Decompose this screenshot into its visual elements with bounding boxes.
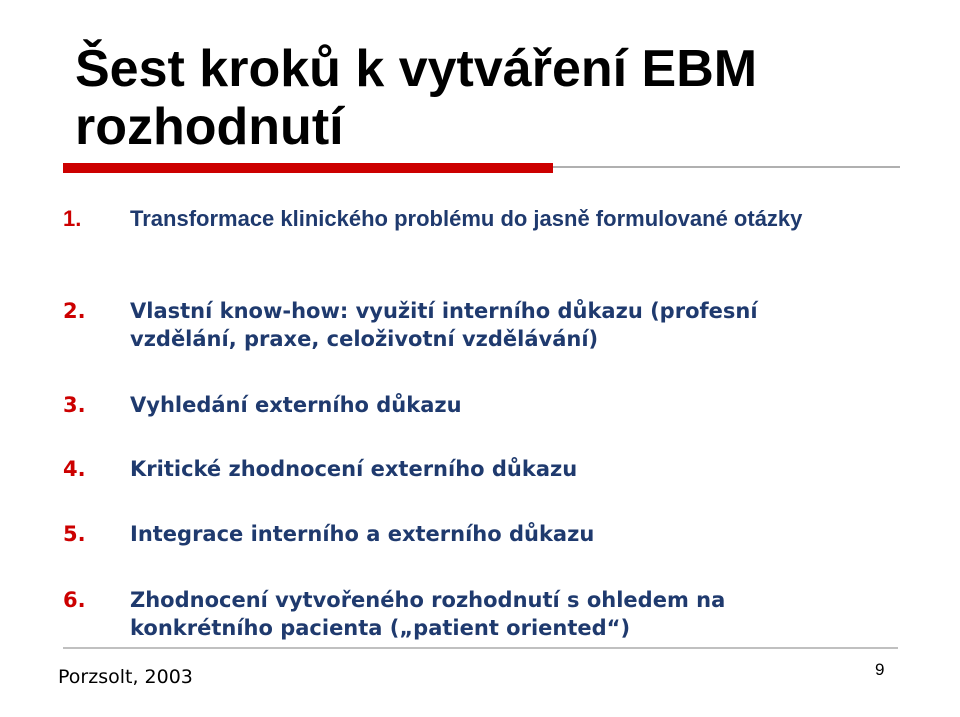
list-item-number: 4. bbox=[63, 457, 86, 481]
list-item-number: 2. bbox=[63, 299, 86, 323]
list-item-text: Integrace interního a externího důkazu bbox=[130, 522, 595, 546]
list-item-number: 6. bbox=[63, 588, 86, 612]
list-item-text: Vlastní know-how: využití interního důkazu (profesní vzdělání, praxe, celoživotní vzdělávání) bbox=[130, 299, 758, 351]
list-item-number: 5. bbox=[63, 522, 86, 546]
title-underline-accent bbox=[63, 163, 553, 173]
list-item-number: 3. bbox=[63, 393, 86, 417]
title-underline-line bbox=[553, 166, 900, 168]
citation: Porzsolt, 2003 bbox=[58, 666, 193, 688]
footer-divider bbox=[63, 647, 898, 649]
list-item-text: Vyhledání externího důkazu bbox=[130, 393, 462, 417]
page-number: 9 bbox=[875, 660, 885, 679]
slide-title: Šest kroků k vytváření EBM rozhodnutí bbox=[75, 40, 758, 156]
list-item-number: 1. bbox=[63, 206, 82, 231]
list-item-text: Kritické zhodnocení externího důkazu bbox=[130, 457, 578, 481]
list-item-text: Transformace klinického problému do jasně formulované otázky bbox=[130, 206, 803, 231]
list-item-text: Zhodnocení vytvořeného rozhodnutí s ohledem na konkrétního pacienta („patient oriented“) bbox=[130, 588, 726, 640]
